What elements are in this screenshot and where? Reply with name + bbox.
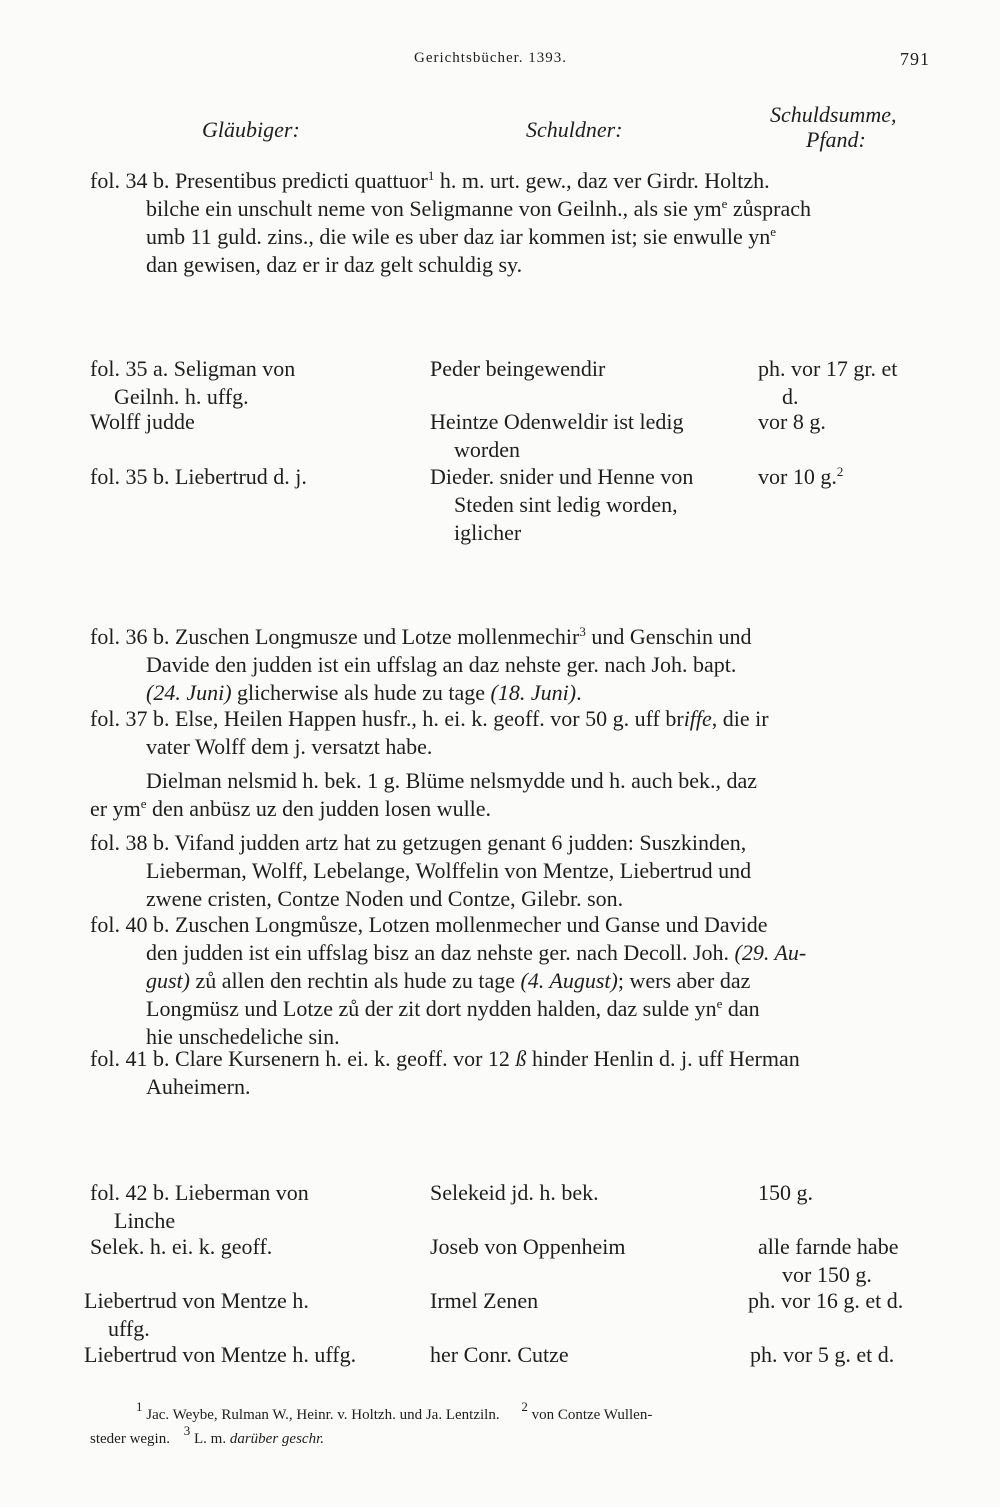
sum-cell: ph. vor 16 g. et d.	[748, 1288, 904, 1313]
creditor-cell: fol. 35 a. Seligman von Geilnh. h. uffg.	[90, 356, 296, 409]
sum-cell: vor 8 g.	[758, 409, 826, 434]
creditor-cell: Liebertrud von Mentze h. uffg.	[84, 1342, 357, 1367]
entry-fol-36b: fol. 36 b. Zuschen Longmusze und Lotze mollenmechir$^3$ und Genschin und Davide den judden ist ein uffslag an daz nehste ger. nach Joh. bapt. (24. Juni) glicherwise als hude zu tage (18. Juni).	[90, 624, 752, 705]
entry-fol-37b: fol. 37 b. Else, Heilen Happen husfr., h. ei. k. geoff. vor 50 g. uff briffe, die ir vater Wolff dem j. versatzt habe. Dielman nelsmid h. bek. 1 g. Blüme nelsmydde und h. auch bek., daz er $ym^e$ den anbüsz uz den judden losen wulle.	[90, 706, 769, 821]
sum-cell: ph. vor 17 gr. et d.	[758, 356, 898, 409]
debtor-cell: Selekeid jd. h. bek.	[430, 1180, 599, 1205]
sum-cell: ph. vor 5 g. et d.	[750, 1342, 895, 1367]
debtor-cell: Peder beingewendir	[430, 356, 606, 381]
sum-cell: 150 g.	[758, 1180, 813, 1205]
creditor-cell: Wolff judde	[90, 409, 195, 434]
sum-cell: vor 10 g.$^2$	[758, 464, 844, 489]
debtor-cell: Dieder. snider und Henne von Steden sint ledig worden, iglicher	[430, 464, 694, 545]
sum-cell: alle farnde habe vor 150 g.	[758, 1234, 899, 1287]
creditor-cell: Selek. h. ei. k. geoff.	[90, 1234, 273, 1259]
creditor-cell: fol. 42 b. Lieberman von Linche	[90, 1180, 309, 1233]
creditor-cell: Liebertrud von Mentze h. uffg.	[84, 1288, 309, 1341]
entry-fol-34b: fol. 34 b. Presentibus predicti quattuor$^1$ h. m. urt. gew., daz ver Girdr. Holtzh. bilche ein unschult neme von Seligmanne von Geilnh., als sie $ym^e$ zůsprach umb 11 guld. zins., die wile es uber daz iar kommen ist; sie enwulle $yn^e$ dan gewisen, daz er ir daz gelt schuldig sy.	[90, 168, 812, 277]
column-heading-debtor: Schuldner:	[526, 117, 623, 142]
entry-fol-38b: fol. 38 b. Vifand judden artz hat zu getzugen genant 6 judden: Suszkinden, Lieberman, Wolff, Lebelange, Wolffelin von Mentze, Liebertrud und zwene cristen, Contze Noden und Contze, Gilebr. son.	[90, 830, 752, 911]
debtor-cell: Joseb von Oppenheim	[430, 1234, 626, 1259]
page-number: 791	[900, 49, 930, 69]
debtor-cell: her Conr. Cutze	[430, 1342, 569, 1367]
footnotes: $^1$ Jac. Weybe, Rulman W., Heinr. v. Holtzh. und Ja. Lentziln. $^2$ von Contze Wullen- steder wegin. $^3$ L. m. darüber geschr.	[90, 1399, 653, 1447]
running-title: Gerichtsbücher. 1393.	[414, 50, 568, 66]
column-heading-sum: Schuldsumme,	[770, 102, 897, 127]
column-heading-pledge: Pfand:	[806, 127, 866, 152]
entry-fol-41b: fol. 41 b. Clare Kursenern h. ei. k. geoff. vor 12 ß hinder Henlin d. j. uff Herman Auheimern.	[90, 1046, 800, 1099]
entry-fol-40b: fol. 40 b. Zuschen Longmůsze, Lotzen mollenmecher und Ganse und Davide den judden ist ein uffslag bisz an daz nehste ger. nach Decoll. Joh. (29. Au- gust) zů allen den rechtin als hude zu tage (4. August); wers aber daz Longmüsz und Lotze zů der zit dort nydden halden, daz sulde $yn^e$ dan hie unschedeliche sin.	[90, 912, 807, 1049]
creditor-cell: fol. 35 b. Liebertrud d. j.	[90, 464, 307, 489]
debtor-cell: Irmel Zenen	[430, 1288, 539, 1313]
debtor-cell: Heintze Odenweldir ist ledig worden	[430, 409, 684, 462]
column-heading-creditor: Gläubiger:	[202, 117, 300, 142]
